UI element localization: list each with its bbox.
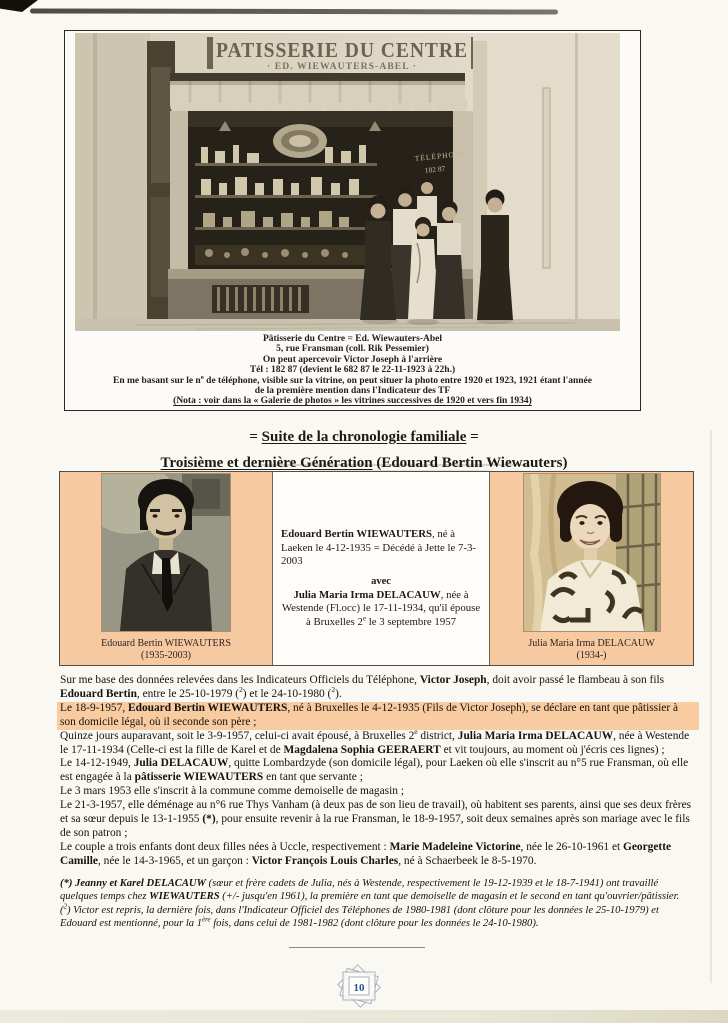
scan-bottom-band bbox=[0, 1010, 728, 1023]
generation-heading: Troisième et dernière Génération (Edouard Bertin Wiewauters) bbox=[160, 455, 568, 471]
photo-caption-line: de la première mention dans l'Indicateur des TF bbox=[254, 386, 451, 397]
photo-caption bbox=[65, 334, 640, 407]
sign-line1: PATISSERIE DU CENTRE bbox=[216, 38, 468, 62]
edouard-caption bbox=[60, 638, 272, 661]
body-paragraph: Le 21-3-1957, elle déménage au n°6 rue Thys Vanham (à deux pas de son lieu de travail), où habitent ses parents, ainsi que ses deux frères et sa sœur depuis le 13-1-1955 (*), pour ensuite revenir à la rue Fransman, le 18-9-1957, soit deux semaines après son mariage avec le fils de son patron ; bbox=[60, 799, 692, 839]
edouard-portrait-photo bbox=[102, 474, 230, 631]
window-phone-word: TÉLÉPHONE bbox=[414, 148, 468, 163]
scan-edge-artifact bbox=[30, 8, 558, 14]
body-paragraph: Le 18-9-1957, Edouard Bertin WIEWAUTERS, né à Bruxelles le 4-12-1935 (Fils de Victor Joseph), se déclare en tant que pâtissier à son domicile légal, où il seconde son père ; bbox=[60, 702, 696, 730]
edouard-caption-years: (1935-2003) bbox=[141, 649, 191, 661]
body-paragraph: Quinze jours auparavant, soit le 3-9-1957, celui-ci avait épousé, à Bruxelles 2e district, Julia Maria Irma DELACAUW, née à Westende le 17-11-1934 (Celle-ci est la fille de Karel et de Magdalena Sophia GEERAERT et vit toujours, au moment où j'écris ces lignes) ; bbox=[60, 726, 690, 756]
chronology-body bbox=[60, 674, 696, 930]
avec-connector: avec bbox=[371, 575, 391, 587]
julia-caption-name: Julia Maria Irma DELACAUW bbox=[528, 638, 655, 649]
body-paragraph: Le 14-12-1949, Julia DELACAUW, quitte Lombardzyde (son domicile légal), pour Laeken où elle s'inscrit au n°5 rue Fransman, où elle est engagée à la pâtisserie WIEWAUTERS en tant que servante ; bbox=[60, 757, 689, 784]
storefront-photo bbox=[75, 33, 620, 331]
portrait-cell-edouard bbox=[60, 472, 273, 665]
end-rule bbox=[289, 947, 425, 948]
portrait-cell-julia bbox=[490, 472, 693, 665]
julia-caption bbox=[490, 638, 693, 661]
julia-birth-text: Julia Maria Irma DELACAUW, née à Westende (Fl.occ) le 17-11-1934, qu'il épouse à Bruxelles 2e le 3 septembre 1957 bbox=[281, 588, 481, 628]
footnotes bbox=[60, 877, 696, 931]
photo-caption-line: En me basant sur le $n^o$ de téléphone, visible sur la vitrine, on peut situer la photo entre 1920 et 1923, 1921 étant l'année bbox=[113, 374, 592, 386]
julia-caption-years: (1934-) bbox=[576, 649, 607, 661]
footnote: (*) Jeanny et Karel DELACAUW (sœur et frère cadets de Julia, nés à Westende, respectivement le 19-12-1939 et le 18-7-1941) ont travaillé quelques temps chez WIEWAUTERS (+/- jusqu'en 1961), la première en tant que demoiselle de magasin et le second en tant qu'ouvrier/pâtissier. bbox=[60, 877, 680, 903]
page-edge-shadow bbox=[710, 430, 712, 983]
julia-portrait-photo bbox=[524, 474, 660, 631]
footnote: ($^2$) Victor est repris, la dernière fois, dans l'Indicateur Officiel des Téléphones de 1980-1981 (dont clôture pour les données le 25-10-1979) et Edouard est mentionné, pour la 1ère fois, dans celui de 1981-1982 (dont clôture pour les données le 24-10-1980). bbox=[60, 902, 659, 929]
photo-caption-line: (Nota : voir dans la « Galerie de photos » les vitrines successives de 1920 et vers fin 1934) bbox=[173, 396, 532, 407]
window-phone-number: 182 87 bbox=[424, 163, 446, 175]
photo-caption-line: Tél : 182 87 (devient le 682 87 le 22-11-1923 à 22h.) bbox=[249, 365, 456, 376]
edouard-birth-text: Edouard Bertin WIEWAUTERS, né à Laeken le 4-12-1935 = Décédé à Jette le 7-3-2003 bbox=[281, 528, 476, 568]
body-paragraph: Le 3 mars 1953 elle s'inscrit à la commune comme demoiselle de magasin ; bbox=[60, 785, 404, 798]
storefront-photo-frame bbox=[64, 30, 641, 411]
section-heading: = Suite de la chronologie familiale = bbox=[249, 429, 479, 445]
page-number-ornament bbox=[329, 962, 389, 1014]
body-paragraph: Le couple a trois enfants dont deux filles nées à Uccle, respectivement : Marie Madeleine Victorine, née le 26-10-1961 et Georgette Camille, née le 14-3-1965, et un garçon : Victor François Louis Charles, né à Schaerbeek le 8-5-1970. bbox=[60, 840, 672, 867]
edouard-caption-name: Edouard Bertin WIEWAUTERS bbox=[101, 638, 231, 649]
photo-caption-line: On peut apercevoir Victor Joseph à l'arrière bbox=[262, 354, 443, 365]
family-portraits-box bbox=[59, 471, 694, 666]
photo-caption-line: 5, rue Fransman (coll. Rik Pessemier) bbox=[276, 344, 429, 355]
photo-caption-line: Pâtisserie du Centre = Ed. Wiewauters-Abel bbox=[262, 334, 443, 344]
page-number: 10 bbox=[353, 982, 365, 994]
body-paragraphs bbox=[60, 674, 696, 869]
couple-text-cell bbox=[273, 472, 490, 665]
body-paragraph: Sur me base des données relevées dans les Indicateurs Officiels du Téléphone, Victor Joseph, doit avoir passé le flambeau à son fils Edouard Bertin, entre le 25-10-1979 ($^2$) et le 24-10-1980 ($^2$). bbox=[60, 674, 665, 700]
sign-line2: · ED. WIEWAUTERS-ABEL · bbox=[267, 61, 417, 71]
